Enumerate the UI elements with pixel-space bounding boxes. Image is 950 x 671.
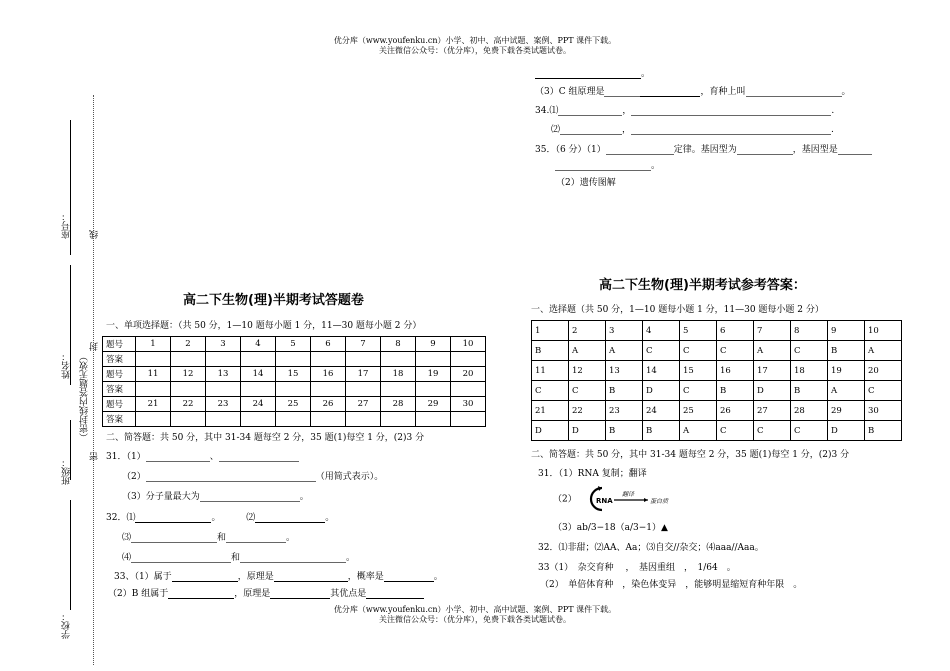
table-cell: D — [643, 381, 680, 401]
table-cell: 26 — [311, 397, 346, 412]
q31-2-suffix: （用简式表示）。 — [315, 472, 384, 482]
table-cell[interactable] — [416, 412, 451, 427]
table-cell[interactable] — [451, 352, 486, 367]
reference-answer-table — [531, 320, 902, 441]
q33-2-blank-a[interactable] — [168, 588, 234, 599]
table-cell: C — [717, 341, 754, 361]
q31-1-label: 31．（1） — [106, 452, 146, 462]
q33-1-label: 33、（1）属于 — [114, 572, 172, 582]
table-cell: 19 — [828, 361, 865, 381]
class-label: 班级： — [62, 458, 72, 485]
rt-q34-2-blank-b[interactable] — [631, 124, 831, 135]
table-cell: 30 — [865, 401, 902, 421]
table-cell: B — [865, 421, 902, 441]
footer-line-2: 关注微信公众号：（优分库），免费下载各类试题试卷。 — [379, 615, 571, 624]
q33-1-principle: ，原理是 — [237, 572, 274, 582]
rt-q35-1 — [535, 142, 872, 155]
q32-4-blank-b[interactable] — [240, 552, 346, 563]
q31-3 — [122, 489, 309, 502]
rt-q34-1-end: . — [831, 106, 835, 116]
left-title: 高二下生物(理)半期考试答题卷 — [183, 293, 364, 308]
seat-label: 座号： — [62, 212, 72, 239]
table-cell[interactable] — [171, 412, 206, 427]
rt-q35-blank-c[interactable] — [838, 144, 872, 155]
table-cell: 16 — [717, 361, 754, 381]
table-cell: 15 — [276, 367, 311, 382]
a33-1: 33（1） 杂交育种 ， 基因重组 ， 1/64 。 — [538, 563, 736, 573]
table-cell: 8 — [381, 337, 416, 352]
rt-q34-1-label: 34.⑴ — [535, 106, 559, 116]
rt-q35-2: （2）遗传图解 — [556, 178, 616, 188]
table-cell[interactable] — [241, 412, 276, 427]
q32-3-blank-b[interactable] — [226, 532, 286, 543]
table-cell[interactable] — [171, 352, 206, 367]
table-row — [103, 352, 486, 367]
table-cell: 14 — [643, 361, 680, 381]
diagram-protein-label: 蛋白质 — [649, 498, 668, 505]
table-cell[interactable] — [136, 382, 171, 397]
table-cell: 3 — [606, 321, 643, 341]
table-cell[interactable] — [346, 412, 381, 427]
q32-2-label: ⑵ — [246, 513, 256, 523]
table-cell: 13 — [206, 367, 241, 382]
header-line-1: 优分库（www.youfenku.cn）小学、初中、高中试题、案例、PPT 课件下载。 — [333, 36, 617, 45]
q32-3-label: ⑶ — [122, 533, 132, 543]
table-cell: B — [643, 421, 680, 441]
table-cell: 10 — [451, 337, 486, 352]
table-cell[interactable] — [136, 352, 171, 367]
table-cell[interactable] — [451, 412, 486, 427]
q31-1-blank-a[interactable] — [146, 451, 210, 462]
binding-line-char: 线 — [90, 230, 100, 239]
rt-q35-blank-d[interactable] — [555, 160, 651, 171]
q31-3-end: 。 — [299, 492, 309, 502]
rt-first-blank[interactable] — [535, 68, 641, 79]
q33-2-advantage: 其优点是 — [330, 589, 367, 599]
table-cell: 题号 — [103, 397, 136, 412]
table-cell: B — [791, 381, 828, 401]
header-line-2: 关注微信公众号：（优分库），免费下载各类试题试卷。 — [379, 46, 571, 55]
q33-2-blank-c[interactable] — [366, 588, 424, 599]
left-section2: 二、简答题：共 50 分，其中 31-34 题每空 2 分，35 题(1)每空 1 分，(2)3 分 — [106, 433, 425, 443]
q32-4-end: 。 — [346, 553, 356, 563]
table-cell: C — [643, 341, 680, 361]
table-row — [532, 321, 902, 341]
table-cell: B — [532, 341, 569, 361]
q32-1-label: 32．⑴ — [106, 513, 136, 523]
rna-translation-diagram-icon — [580, 484, 690, 514]
table-cell: C — [754, 421, 791, 441]
rt-q33-3-blank-b[interactable] — [746, 86, 842, 97]
table-cell: 题号 — [103, 337, 136, 352]
rt-q33-3-end: 。 — [841, 87, 851, 97]
table-cell: 2 — [569, 321, 606, 341]
a31-2-label: （2） — [553, 494, 577, 505]
table-cell: 21 — [136, 397, 171, 412]
q32-3-mid: 和 — [217, 533, 227, 543]
table-cell: 22 — [569, 401, 606, 421]
q32-1-blank[interactable] — [135, 512, 211, 523]
table-cell: C — [717, 421, 754, 441]
a31-1: 31．（1）RNA 复制；翻译 — [538, 469, 647, 479]
table-cell: C — [791, 421, 828, 441]
q33-1-blank-b[interactable] — [274, 571, 348, 582]
table-cell: 20 — [451, 367, 486, 382]
table-row — [103, 382, 486, 397]
rt-q34-2 — [551, 122, 834, 135]
table-cell[interactable] — [276, 412, 311, 427]
table-cell: 答案 — [103, 382, 136, 397]
table-cell: 4 — [241, 337, 276, 352]
table-cell: 26 — [717, 401, 754, 421]
q33-1-blank-a[interactable] — [172, 571, 238, 582]
footer-line-1: 优分库（www.youfenku.cn）小学、初中、高中试题、案例、PPT 课件下载。 — [333, 605, 617, 614]
right-section2: 二、简答题：共 50 分，其中 31-34 题每空 2 分，35 题(1)每空 1 分，(2)3 分 — [531, 450, 850, 460]
table-cell: A — [606, 341, 643, 361]
table-cell: 8 — [791, 321, 828, 341]
table-cell: B — [606, 381, 643, 401]
table-cell: D — [569, 421, 606, 441]
table-cell[interactable] — [381, 352, 416, 367]
table-cell[interactable] — [381, 382, 416, 397]
rt-q35-mid2: ，基因型是 — [792, 145, 838, 155]
table-cell: 25 — [680, 401, 717, 421]
right-section1: 一、选择题（共 50 分，1—10 题每小题 1 分，11—30 题每小题 2 分） — [531, 305, 824, 315]
table-cell: 4 — [643, 321, 680, 341]
binding-mi-char: 密 — [90, 452, 100, 461]
table-cell: 27 — [754, 401, 791, 421]
rt-q33-3 — [535, 84, 851, 97]
table-row — [103, 337, 486, 352]
q33-2-blank-b[interactable] — [270, 588, 330, 599]
replication-arrowhead — [598, 486, 602, 491]
table-cell: 15 — [680, 361, 717, 381]
rt-q34-2-label: ⑵ — [551, 125, 561, 135]
rt-q35-end: 。 — [651, 161, 661, 171]
table-cell: 22 — [171, 397, 206, 412]
table-cell: 19 — [416, 367, 451, 382]
q33-2-label: （2）B 组属于 — [108, 589, 169, 599]
q33-1-end: 。 — [433, 572, 443, 582]
table-cell: 12 — [171, 367, 206, 382]
table-cell: 1 — [136, 337, 171, 352]
rt-first-end: 。 — [641, 69, 651, 79]
table-cell: 11 — [532, 361, 569, 381]
table-cell: 16 — [311, 367, 346, 382]
table-cell: 6 — [717, 321, 754, 341]
q32-2-blank[interactable] — [255, 512, 325, 523]
table-cell: 17 — [754, 361, 791, 381]
q32-2-end: 。 — [325, 513, 335, 523]
name-label: 姓名： — [62, 352, 72, 379]
table-cell: 1 — [532, 321, 569, 341]
answer-table — [102, 336, 486, 427]
rt-q33-3-blank-a2[interactable] — [640, 86, 700, 97]
table-cell: 17 — [346, 367, 381, 382]
a32: 32．⑴非甜；⑵AA、Aa；⑶自交//杂交；⑷aaa//Aaa。 — [538, 543, 764, 553]
table-cell: 14 — [241, 367, 276, 382]
q31-2-blank[interactable] — [146, 471, 316, 482]
table-cell: 27 — [346, 397, 381, 412]
table-cell: 11 — [136, 367, 171, 382]
rt-q34-1-blank-b[interactable] — [631, 105, 831, 116]
table-cell[interactable] — [381, 412, 416, 427]
table-cell: 29 — [828, 401, 865, 421]
table-cell[interactable] — [451, 382, 486, 397]
table-cell: 7 — [754, 321, 791, 341]
table-cell: B — [828, 341, 865, 361]
q31-3-label: （3）分子量最大为 — [122, 492, 200, 502]
table-cell: 3 — [206, 337, 241, 352]
table-cell: A — [754, 341, 791, 361]
rt-q35-mid: 定律。基因型为 — [673, 145, 737, 155]
table-cell: 20 — [865, 361, 902, 381]
rt-q33-3-label: （3）C 组原理是 — [535, 87, 605, 97]
q32-4-blank-a[interactable] — [131, 552, 231, 563]
table-cell[interactable] — [416, 352, 451, 367]
rt-q34-1-sep: ， — [622, 106, 632, 116]
table-cell: D — [828, 421, 865, 441]
table-cell: A — [865, 341, 902, 361]
rt-q34-2-sep: ， — [622, 125, 632, 135]
q31-3-blank[interactable] — [200, 491, 300, 502]
table-cell: 6 — [311, 337, 346, 352]
table-cell: C — [569, 381, 606, 401]
q33-2 — [108, 586, 424, 599]
table-cell: 28 — [791, 401, 828, 421]
table-cell: 24 — [241, 397, 276, 412]
table-cell[interactable] — [311, 412, 346, 427]
q33-1 — [114, 569, 443, 582]
rt-q34-1-blank-a[interactable] — [558, 105, 622, 116]
rt-q35-label: 35．（6 分）（1） — [535, 145, 606, 155]
table-cell: 23 — [606, 401, 643, 421]
q31-2 — [122, 469, 383, 482]
table-cell: 9 — [416, 337, 451, 352]
table-cell[interactable] — [346, 352, 381, 367]
q31-2-label: （2） — [122, 472, 146, 482]
table-cell: 答案 — [103, 412, 136, 427]
table-cell[interactable] — [241, 382, 276, 397]
translation-arrowhead — [644, 498, 648, 502]
a31-3: （3）ab/3−18（a/3−1）▲ — [553, 523, 668, 533]
q31-1 — [106, 449, 299, 462]
diagram-translate-label: 翻译 — [621, 491, 634, 498]
table-cell: 21 — [532, 401, 569, 421]
rt-q34-1 — [535, 103, 834, 116]
table-cell[interactable] — [311, 382, 346, 397]
table-cell: C — [680, 341, 717, 361]
table-cell: D — [754, 381, 791, 401]
table-cell[interactable] — [276, 352, 311, 367]
table-cell[interactable] — [206, 382, 241, 397]
table-row — [103, 412, 486, 427]
table-cell: 13 — [606, 361, 643, 381]
table-cell: B — [606, 421, 643, 441]
table-cell: 28 — [381, 397, 416, 412]
table-cell: 2 — [171, 337, 206, 352]
table-row — [532, 401, 902, 421]
q32-4 — [122, 550, 355, 563]
school-label: 学校： — [62, 612, 72, 639]
table-cell: 题号 — [103, 367, 136, 382]
right-title: 高二下生物(理)半期考试参考答案： — [599, 278, 806, 293]
binding-dotted-line — [93, 95, 94, 665]
table-row — [103, 397, 486, 412]
table-cell[interactable] — [136, 412, 171, 427]
table-cell: 5 — [680, 321, 717, 341]
binding-seal-char: 封 — [90, 342, 100, 351]
table-cell: 29 — [416, 397, 451, 412]
table-cell: 答案 — [103, 352, 136, 367]
table-cell: 10 — [865, 321, 902, 341]
table-row — [532, 361, 902, 381]
rt-q34-2-blank-a[interactable] — [560, 124, 622, 135]
table-cell: 25 — [276, 397, 311, 412]
table-cell[interactable] — [346, 382, 381, 397]
q33-2-principle: ，原理是 — [234, 589, 271, 599]
table-cell: D — [532, 421, 569, 441]
table-cell[interactable] — [206, 412, 241, 427]
rt-q35-blank-b[interactable] — [737, 144, 793, 155]
table-cell: B — [717, 381, 754, 401]
table-cell[interactable] — [241, 352, 276, 367]
table-cell: 7 — [346, 337, 381, 352]
table-cell: A — [569, 341, 606, 361]
rt-q35-1-cont — [555, 158, 660, 171]
table-cell: A — [680, 421, 717, 441]
table-cell: 12 — [569, 361, 606, 381]
table-cell[interactable] — [276, 382, 311, 397]
q32-4-label: ⑷ — [122, 553, 132, 563]
q32-4-mid: 和 — [231, 553, 241, 563]
q33-1-prob: ，概率是 — [347, 572, 384, 582]
q31-1-sep: 、 — [209, 452, 219, 462]
table-cell: C — [532, 381, 569, 401]
q32-3 — [122, 530, 295, 543]
table-row — [532, 341, 902, 361]
table-cell: 23 — [206, 397, 241, 412]
table-cell[interactable] — [206, 352, 241, 367]
table-cell: C — [680, 381, 717, 401]
table-cell[interactable] — [416, 382, 451, 397]
rt-q33-3-blank-a[interactable] — [604, 86, 640, 97]
table-row — [103, 367, 486, 382]
table-cell[interactable] — [171, 382, 206, 397]
q31-1-blank-b[interactable] — [219, 451, 299, 462]
rt-q35-blank-a[interactable] — [606, 144, 674, 155]
school-underline — [70, 500, 71, 610]
table-row — [532, 421, 902, 441]
a31-2 — [553, 484, 690, 514]
table-cell: A — [828, 381, 865, 401]
a33-2: （2） 单倍体育种 ，染色体变异 ，能够明显缩短育种年限 。 — [540, 580, 803, 590]
q32-3-end: 。 — [286, 533, 296, 543]
q32-1-end: 。 — [211, 513, 221, 523]
table-cell: 9 — [828, 321, 865, 341]
q32-1-2 — [106, 510, 334, 523]
rt-first-line — [535, 66, 650, 79]
rt-q33-3-mid: ，育种上叫 — [700, 87, 746, 97]
binding-note: （密封线内答题无效） — [80, 352, 90, 442]
table-cell: 5 — [276, 337, 311, 352]
table-cell: 24 — [643, 401, 680, 421]
table-row — [532, 381, 902, 401]
diagram-rna-label: RNA — [595, 497, 613, 505]
table-cell: 30 — [451, 397, 486, 412]
table-cell: C — [865, 381, 902, 401]
table-cell[interactable] — [311, 352, 346, 367]
rt-q34-2-end: . — [831, 125, 834, 135]
table-cell: C — [791, 341, 828, 361]
table-cell: 18 — [791, 361, 828, 381]
left-section1: 一、单项选择题：（共 50 分，1—10 题每小题 1 分，11—30 题每小题 2 分） — [106, 321, 422, 331]
q33-1-blank-c[interactable] — [384, 571, 434, 582]
q32-3-blank-a[interactable] — [131, 532, 217, 543]
table-cell: 18 — [381, 367, 416, 382]
